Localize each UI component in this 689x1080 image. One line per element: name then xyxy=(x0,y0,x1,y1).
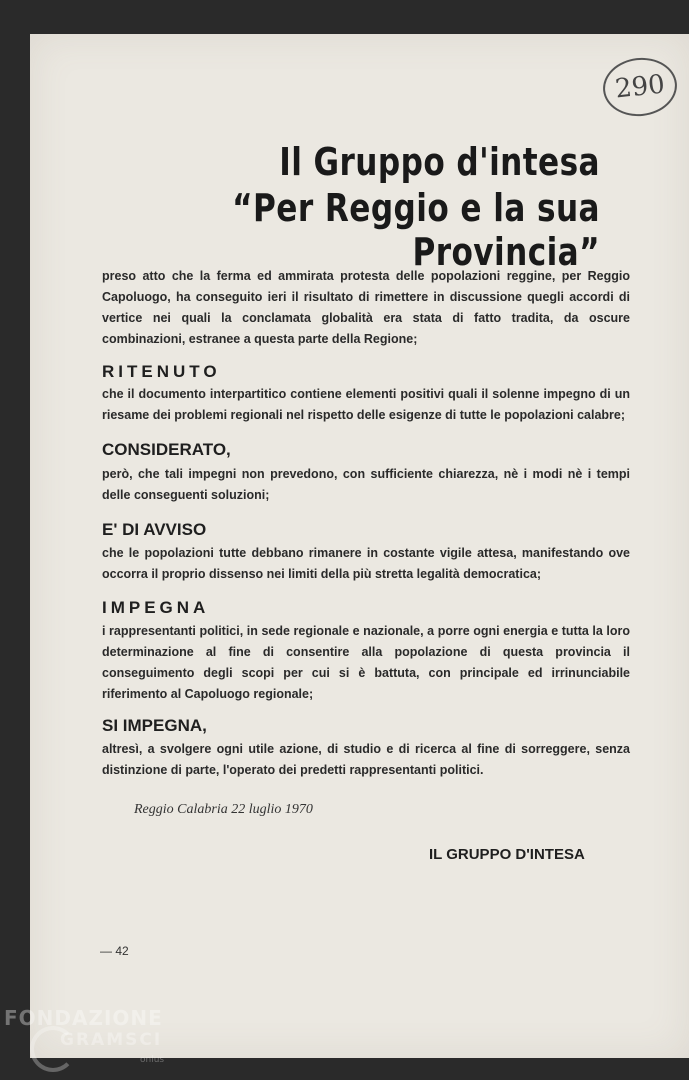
paragraph-ritenuto: che il documento interpartitico contiene elementi positivi quali il solenne impegno di un riesame dei problemi regionali nel rispetto delle esigenze di tutte le popolazioni calabre; xyxy=(102,387,630,422)
page-number: — 42 xyxy=(100,944,129,958)
title-line-2: “Per Reggio e la sua Provincia” xyxy=(232,186,600,274)
heading-si-impegna: SI IMPEGNA, xyxy=(102,716,207,735)
watermark-line-1: FONDAZIONE xyxy=(4,1006,163,1030)
paragraph-considerato: però, che tali impegni non prevedono, con sufficiente chiarezza, nè i modi nè i tempi delle conseguenti soluzioni; xyxy=(102,467,630,502)
document-date: Reggio Calabria 22 luglio 1970 xyxy=(134,802,313,817)
heading-ritenuto: RITENUTO xyxy=(102,362,221,381)
heading-impegna: IMPEGNA xyxy=(102,598,210,617)
archive-number-stamp: 290 xyxy=(600,54,680,119)
title-line-1: Il Gruppo d'intesa xyxy=(279,140,600,184)
heading-e-di-avviso: E' DI AVVISO xyxy=(102,520,207,539)
signature: IL GRUPPO D'INTESA xyxy=(429,846,585,863)
heading-considerato: CONSIDERATO, xyxy=(102,440,231,459)
watermark-line-2: GRAMSCI xyxy=(60,1030,163,1050)
paragraph-impegna: i rappresentanti politici, in sede regionale e nazionale, a porre ogni energia e tutta la loro determinazione al fine di consentire alla popolazione di questa provincia il conseguimento degli scopi per cui si è battuta, con principale ed irrinunciabile riferimento al Capoluogo regionale; xyxy=(102,624,630,701)
paragraph-e-di-avviso: che le popolazioni tutte debbano rimanere in costante vigile attesa, manifestando ove occorra il proprio dissenso nei limiti della più stretta legalità democratica; xyxy=(102,546,630,581)
watermark-line-3: onlus xyxy=(140,1055,165,1065)
intro-paragraph: preso atto che la ferma ed ammirata protesta delle popolazioni reggine, per Reggio Capoluogo, ha conseguito ieri il risultato di rimettere in discussione quegli accordi di vertice nei quali la conclamata globalità era stata di fatto tradita, da oscure combinazioni, estranee a questa parte della Regione; xyxy=(102,269,630,346)
paragraph-si-impegna: altresì, a svolgere ogni utile azione, di studio e di ricerca al fine di sorreggere, senza distinzione di parte, l'operato dei predetti rappresentanti politici. xyxy=(102,742,630,777)
